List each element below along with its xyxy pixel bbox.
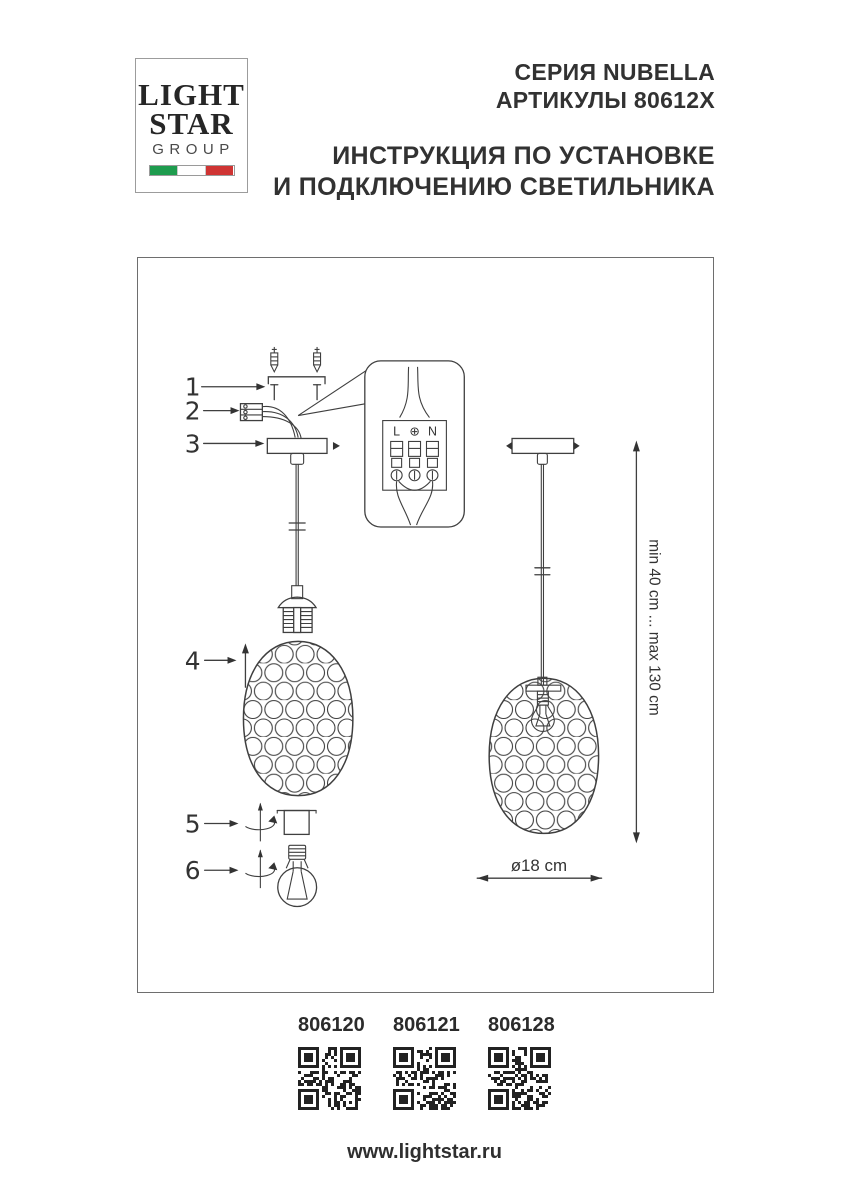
glass-shade-left	[243, 641, 352, 795]
step-4-number: 4	[184, 646, 201, 676]
series-title: СЕРИЯ NUBELLA	[514, 59, 715, 85]
step-2-number: 2	[184, 396, 201, 426]
ground-symbol: ⊕	[409, 424, 420, 439]
article-column-1	[298, 1014, 365, 1110]
wall-anchors-icon	[268, 347, 325, 400]
step-labels	[185, 373, 266, 885]
rotate-icon-step5	[245, 803, 277, 842]
suspension-cord-left	[289, 464, 305, 585]
qr-code-2	[393, 1047, 456, 1110]
article-code-1: 806120	[298, 1014, 365, 1036]
supply-wires	[262, 406, 301, 438]
diagram-svg	[138, 258, 712, 991]
qr-code-1	[298, 1047, 361, 1110]
step-5-number: 5	[184, 809, 201, 839]
terminal-label-n: N	[427, 424, 437, 439]
step-6-number: 6	[184, 856, 201, 886]
article-code-3: 806128	[488, 1014, 555, 1036]
article-codes-row	[0, 1014, 849, 1110]
step-1-number: 1	[184, 372, 201, 402]
step-3-number: 3	[184, 429, 201, 459]
suspension-cord-right	[535, 464, 550, 685]
article-column-2	[393, 1014, 460, 1110]
header-block	[273, 58, 715, 203]
terminal-block-icon	[240, 404, 262, 421]
diameter-dimension	[477, 856, 601, 881]
qr-code-3	[488, 1047, 551, 1110]
logo-light: LIGHT	[138, 77, 245, 112]
ceiling-canopy-left	[267, 438, 340, 464]
article-code-2: 806121	[393, 1014, 460, 1036]
light-bulb-icon	[278, 845, 317, 906]
terminal-label-l: L	[393, 424, 401, 439]
logo-group: GROUP	[152, 141, 235, 158]
italian-flag-icon	[149, 165, 235, 176]
lamp-socket-left	[278, 586, 316, 633]
lightstar-logo	[135, 58, 248, 193]
articles-title: АРТИКУЛЫ 80612X	[495, 87, 715, 113]
website-url: www.lightstar.ru	[347, 1141, 502, 1163]
installation-diagram	[137, 257, 714, 993]
height-dimension-label: min 40 cm ... max 130 cm	[645, 539, 663, 716]
diameter-dimension-label: ø18 cm	[510, 856, 568, 876]
instruction-title-line2: И ПОДКЛЮЧЕНИЮ СВЕТИЛЬНИКА	[273, 173, 715, 201]
shade-ring-icon	[277, 811, 316, 835]
ceiling-canopy-right	[506, 438, 580, 464]
height-dimension	[633, 440, 662, 843]
instruction-title-line1: ИНСТРУКЦИЯ ПО УСТАНОВКЕ	[332, 142, 715, 170]
logo-star: STAR	[149, 106, 234, 141]
rotate-icon-step6	[245, 849, 277, 888]
glass-shade-right	[489, 678, 598, 833]
article-column-3	[488, 1014, 555, 1110]
step-4-up-arrow-icon	[242, 643, 249, 687]
mounting-screws-icon	[271, 385, 321, 400]
